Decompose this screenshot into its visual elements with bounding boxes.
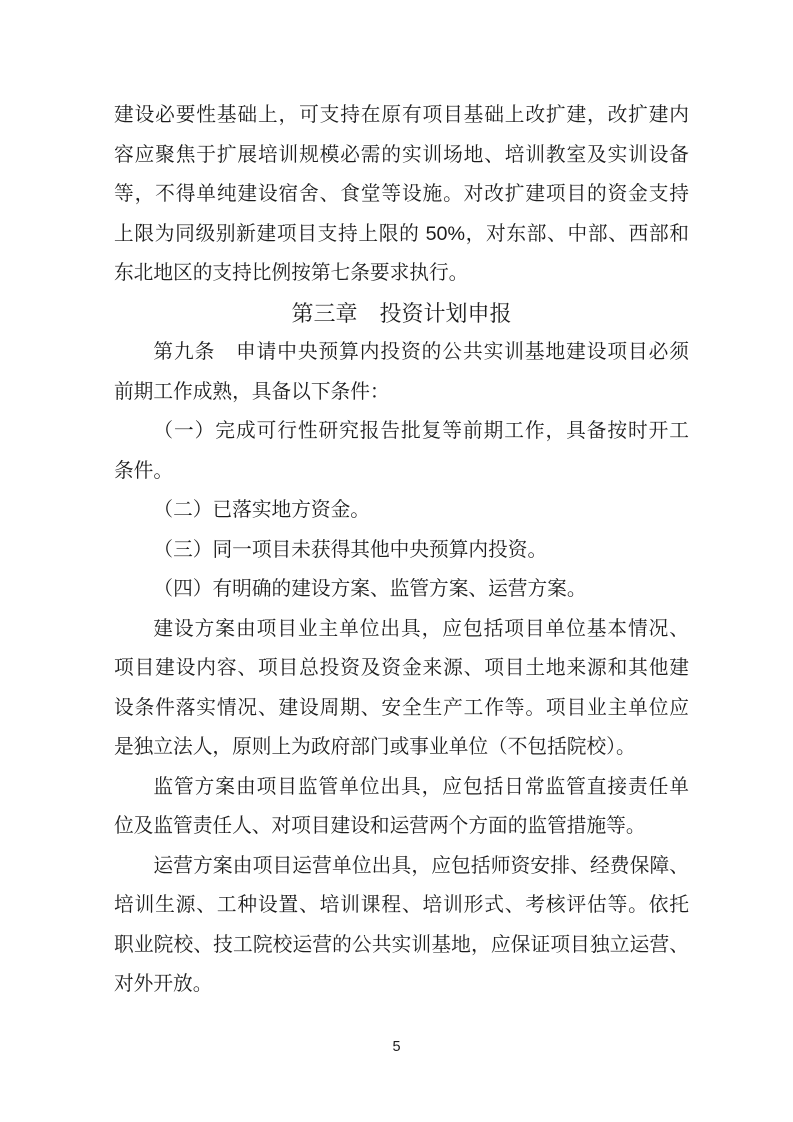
text-line: 容应聚焦于扩展培训规模必需的实训场地、培训教室及实训设备 (114, 143, 689, 166)
chapter-heading: 第三章 投资计划申报 (291, 300, 512, 326)
text-line: 职业院校、技工院校运营的公共实训基地，应保证项目独立运营、 (114, 933, 689, 956)
text-line: 项目建设内容、项目总投资及资金来源、项目土地来源和其他建 (114, 657, 689, 679)
text-line: 等，不得单纯建设宿舍、食堂等设施。对改扩建项目的资金支持 (114, 183, 689, 205)
text-line: 东北地区的支持比例按第七条要求执行。 (114, 262, 469, 284)
text-line: 建设必要性基础上，可支持在原有项目基础上改扩建，改扩建内 (114, 104, 689, 126)
text-line: 条件。 (114, 459, 174, 482)
text-line: 前期工作成熟，具备以下条件： (114, 380, 390, 403)
text-line: 运营方案由项目运营单位出具，应包括师资安排、经费保障、 (153, 854, 689, 877)
text-line: 对外开放。 (114, 973, 213, 995)
text-line: （三）同一项目未获得其他中央预算内投资。 (153, 538, 548, 561)
text-line: （二）已落实地方资金。 (153, 499, 370, 521)
text-line: 位及监管责任人、对项目建设和运营两个方面的监管措施等。 (114, 815, 646, 837)
text-line: 是独立法人，原则上为政府部门或事业单位（不包括院校）。 (114, 736, 636, 758)
text-line: 设条件落实情况、建设周期、安全生产工作等。项目业主单位应 (114, 696, 689, 719)
text-line: （四）有明确的建设方案、监管方案、运营方案。 (153, 578, 587, 600)
text-line: 培训生源、工种设置、培训课程、培训形式、考核评估等。依托 (114, 894, 689, 916)
text-line: 监管方案由项目监管单位出具，应包括日常监管直接责任单 (153, 775, 689, 798)
text-line: 建设方案由项目业主单位出具，应包括项目单位基本情况、 (153, 617, 689, 640)
document-body (114, 96, 689, 1005)
text-line: 上限为同级别新建项目支持上限的 50%，对东部、中部、西部和 (114, 222, 689, 245)
page-number: 5 (392, 1039, 401, 1055)
text-line: 第九条 申请中央预算内投资的公共实训基地建设项目必须 (153, 341, 689, 363)
text-line: （一）完成可行性研究报告批复等前期工作，具备按时开工 (153, 420, 689, 442)
